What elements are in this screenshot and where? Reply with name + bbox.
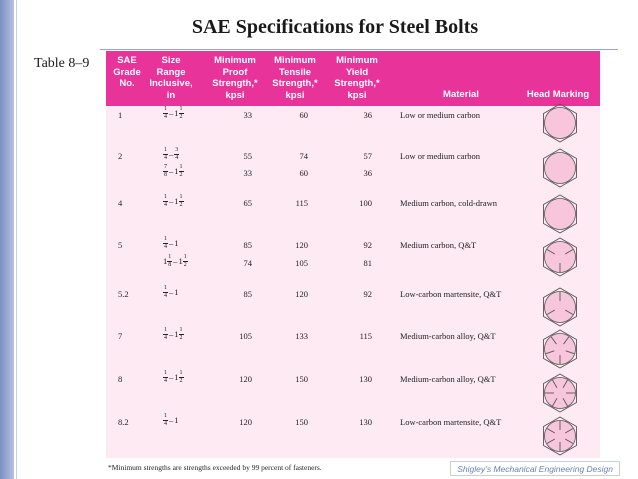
range-dash: – <box>169 149 174 159</box>
fraction-numerator: 1 <box>179 327 183 333</box>
size-range-cell <box>163 164 184 178</box>
slide-title: SAE Specifications for Steel Bolts <box>191 16 479 38</box>
fraction <box>163 194 168 208</box>
range-whole: 1 <box>163 256 168 266</box>
range-whole: 1 <box>174 329 179 339</box>
title-divider <box>100 49 618 50</box>
fraction-denominator: 2 <box>179 334 183 341</box>
range-dash: – <box>169 238 174 248</box>
fraction <box>163 236 168 250</box>
proof-strength-cell: 105 <box>239 331 252 341</box>
proof-strength-cell: 33 <box>243 168 252 178</box>
head-marking-three-radial-lines-icon <box>539 236 581 278</box>
yield-strength-cell: 92 <box>363 289 372 299</box>
yield-strength-cell: 36 <box>363 168 372 178</box>
fraction-numerator: 1 <box>164 285 167 291</box>
range-dash: – <box>169 329 174 339</box>
size-range-cell <box>163 285 179 299</box>
tensile-strength-cell: 105 <box>295 258 308 268</box>
material-cell: Low-carbon martensite, Q&T <box>400 289 502 299</box>
grade-cell: 5 <box>118 240 123 250</box>
header-size-range: Size Range Inclusive, in <box>149 55 193 101</box>
head-marking-six-radial-lines-offset-icon <box>539 415 581 457</box>
header-tensile-strength: Minimum Tensile Strength,* kpsi <box>272 55 318 101</box>
head-marking-five-radial-lines-icon <box>539 328 581 370</box>
size-range-cell <box>163 147 179 161</box>
grade-cell: 2 <box>118 151 123 161</box>
fraction-denominator: 2 <box>183 261 187 268</box>
tensile-strength-cell: 150 <box>295 374 308 384</box>
table-header <box>106 51 600 106</box>
fraction <box>179 327 184 341</box>
fraction-denominator: 2 <box>179 171 183 178</box>
proof-strength-cell: 33 <box>243 110 252 120</box>
fraction-numerator: 1 <box>164 413 167 419</box>
fraction-denominator: 4 <box>164 420 167 427</box>
grade-cell: 7 <box>118 331 123 341</box>
size-range-cell <box>163 370 184 384</box>
yield-strength-cell: 81 <box>363 258 372 268</box>
size-range-cell <box>163 194 184 208</box>
fraction-denominator: 4 <box>175 154 179 161</box>
material-cell: Medium-carbon alloy, Q&T <box>400 331 496 341</box>
material-cell: Medium carbon, cold-drawn <box>400 198 498 208</box>
fraction-numerator: 1 <box>164 370 167 376</box>
fraction-numerator: 3 <box>175 147 179 153</box>
fraction-denominator: 2 <box>179 201 183 208</box>
material-cell: Medium carbon, Q&T <box>400 240 477 250</box>
header-yield-strength: Minimum Yield Strength,* kpsi <box>334 55 380 101</box>
range-whole: 1 <box>174 415 179 425</box>
proof-strength-cell: 120 <box>239 417 252 427</box>
range-whole: 1 <box>174 287 179 297</box>
material-cell: Low or medium carbon <box>400 110 481 120</box>
range-dash: – <box>169 287 174 297</box>
fraction-denominator: 4 <box>164 113 167 120</box>
range-dash: – <box>169 196 174 206</box>
grade-cell: 4 <box>118 198 123 208</box>
material-cell: Medium-carbon alloy, Q&T <box>400 374 496 384</box>
range-whole: 1 <box>174 108 179 118</box>
head-marking-six-radial-lines-icon <box>539 372 581 414</box>
yield-strength-cell: 100 <box>359 198 372 208</box>
head-marking-plain-hexagon-icon <box>539 102 581 144</box>
grade-cell: 1 <box>118 110 123 120</box>
range-dash: – <box>169 415 174 425</box>
size-range-cell <box>163 413 179 427</box>
fraction-numerator: 1 <box>183 254 187 260</box>
fraction-numerator: 1 <box>168 254 172 260</box>
range-dash: – <box>169 108 174 118</box>
fraction-numerator: 1 <box>164 236 167 242</box>
fraction-denominator: 4 <box>164 334 167 341</box>
fraction <box>179 106 184 120</box>
material-cell: Low-carbon martensite, Q&T <box>400 417 502 427</box>
tensile-strength-cell: 115 <box>295 198 308 208</box>
fraction <box>163 370 168 384</box>
header-grade: SAE Grade No. <box>113 55 141 89</box>
fraction <box>163 147 168 161</box>
fraction-denominator: 8 <box>164 171 167 178</box>
fraction <box>179 194 184 208</box>
tensile-strength-cell: 60 <box>299 168 308 178</box>
size-range-cell <box>163 327 184 341</box>
left-accent-bar <box>0 0 14 479</box>
fraction-numerator: 1 <box>164 194 167 200</box>
size-range-cell <box>163 106 184 120</box>
tensile-strength-cell: 60 <box>299 110 308 120</box>
fraction <box>163 106 168 120</box>
range-dash: – <box>169 372 174 382</box>
tensile-strength-cell: 120 <box>295 240 308 250</box>
fraction-numerator: 1 <box>179 106 183 112</box>
header-head-marking: Head Marking <box>526 89 590 100</box>
fraction <box>163 285 168 299</box>
range-dash: – <box>169 166 174 176</box>
fraction <box>163 327 168 341</box>
fraction-denominator: 4 <box>164 243 167 250</box>
range-whole: 1 <box>174 166 179 176</box>
range-whole: 1 <box>174 372 179 382</box>
fraction <box>174 147 179 161</box>
fraction <box>163 413 168 427</box>
fraction-denominator: 4 <box>164 154 167 161</box>
range-whole: 1 <box>174 196 179 206</box>
proof-strength-cell: 85 <box>243 240 252 250</box>
tensile-strength-cell: 74 <box>299 151 308 161</box>
fraction-numerator: 1 <box>179 370 183 376</box>
grade-cell: 8 <box>118 374 123 384</box>
grade-cell: 8.2 <box>118 417 129 427</box>
table-label: Table 8–9 <box>34 56 90 71</box>
fraction-numerator: 1 <box>179 164 183 170</box>
left-accent-line <box>16 0 17 479</box>
fraction-denominator: 4 <box>164 377 167 384</box>
fraction <box>167 254 172 268</box>
grade-cell: 5.2 <box>118 289 129 299</box>
fraction-denominator: 8 <box>168 261 172 268</box>
header-proof-strength: Minimum Proof Strength,* kpsi <box>212 55 258 101</box>
size-range-cell <box>163 254 188 268</box>
yield-strength-cell: 92 <box>363 240 372 250</box>
header-material: Material <box>443 89 479 100</box>
fraction-denominator: 4 <box>164 292 167 299</box>
head-marking-plain-hexagon-icon <box>539 147 581 189</box>
fraction-numerator: 1 <box>164 147 167 153</box>
proof-strength-cell: 55 <box>243 151 252 161</box>
fraction-denominator: 2 <box>179 377 183 384</box>
tensile-strength-cell: 150 <box>295 417 308 427</box>
range-whole: 1 <box>174 238 179 248</box>
fraction-numerator: 1 <box>164 327 167 333</box>
fraction <box>183 254 188 268</box>
proof-strength-cell: 85 <box>243 289 252 299</box>
yield-strength-cell: 115 <box>359 331 372 341</box>
fraction <box>179 164 184 178</box>
range-whole: 1 <box>178 256 183 266</box>
yield-strength-cell: 57 <box>363 151 372 161</box>
table-body <box>106 106 600 458</box>
proof-strength-cell: 74 <box>243 258 252 268</box>
proof-strength-cell: 120 <box>239 374 252 384</box>
tensile-strength-cell: 133 <box>295 331 308 341</box>
yield-strength-cell: 36 <box>363 110 372 120</box>
head-marking-three-radial-lines-offset-icon <box>539 286 581 328</box>
fraction-numerator: 1 <box>164 106 167 112</box>
fraction-numerator: 1 <box>179 194 183 200</box>
fraction <box>179 370 184 384</box>
range-dash: – <box>173 256 178 266</box>
fraction-denominator: 2 <box>179 113 183 120</box>
fraction <box>163 164 168 178</box>
size-range-cell <box>163 236 179 250</box>
yield-strength-cell: 130 <box>359 417 372 427</box>
fraction-denominator: 4 <box>164 201 167 208</box>
fraction-numerator: 7 <box>164 164 167 170</box>
yield-strength-cell: 130 <box>359 374 372 384</box>
tensile-strength-cell: 120 <box>295 289 308 299</box>
source-credit: Shigley’s Mechanical Engineering Design <box>450 461 620 476</box>
material-cell: Low or medium carbon <box>400 151 481 161</box>
footnote: *Minimum strengths are strengths exceeded by 99 percent of fasteners. <box>108 463 322 472</box>
proof-strength-cell: 65 <box>243 198 252 208</box>
head-marking-plain-hexagon-icon <box>539 193 581 235</box>
